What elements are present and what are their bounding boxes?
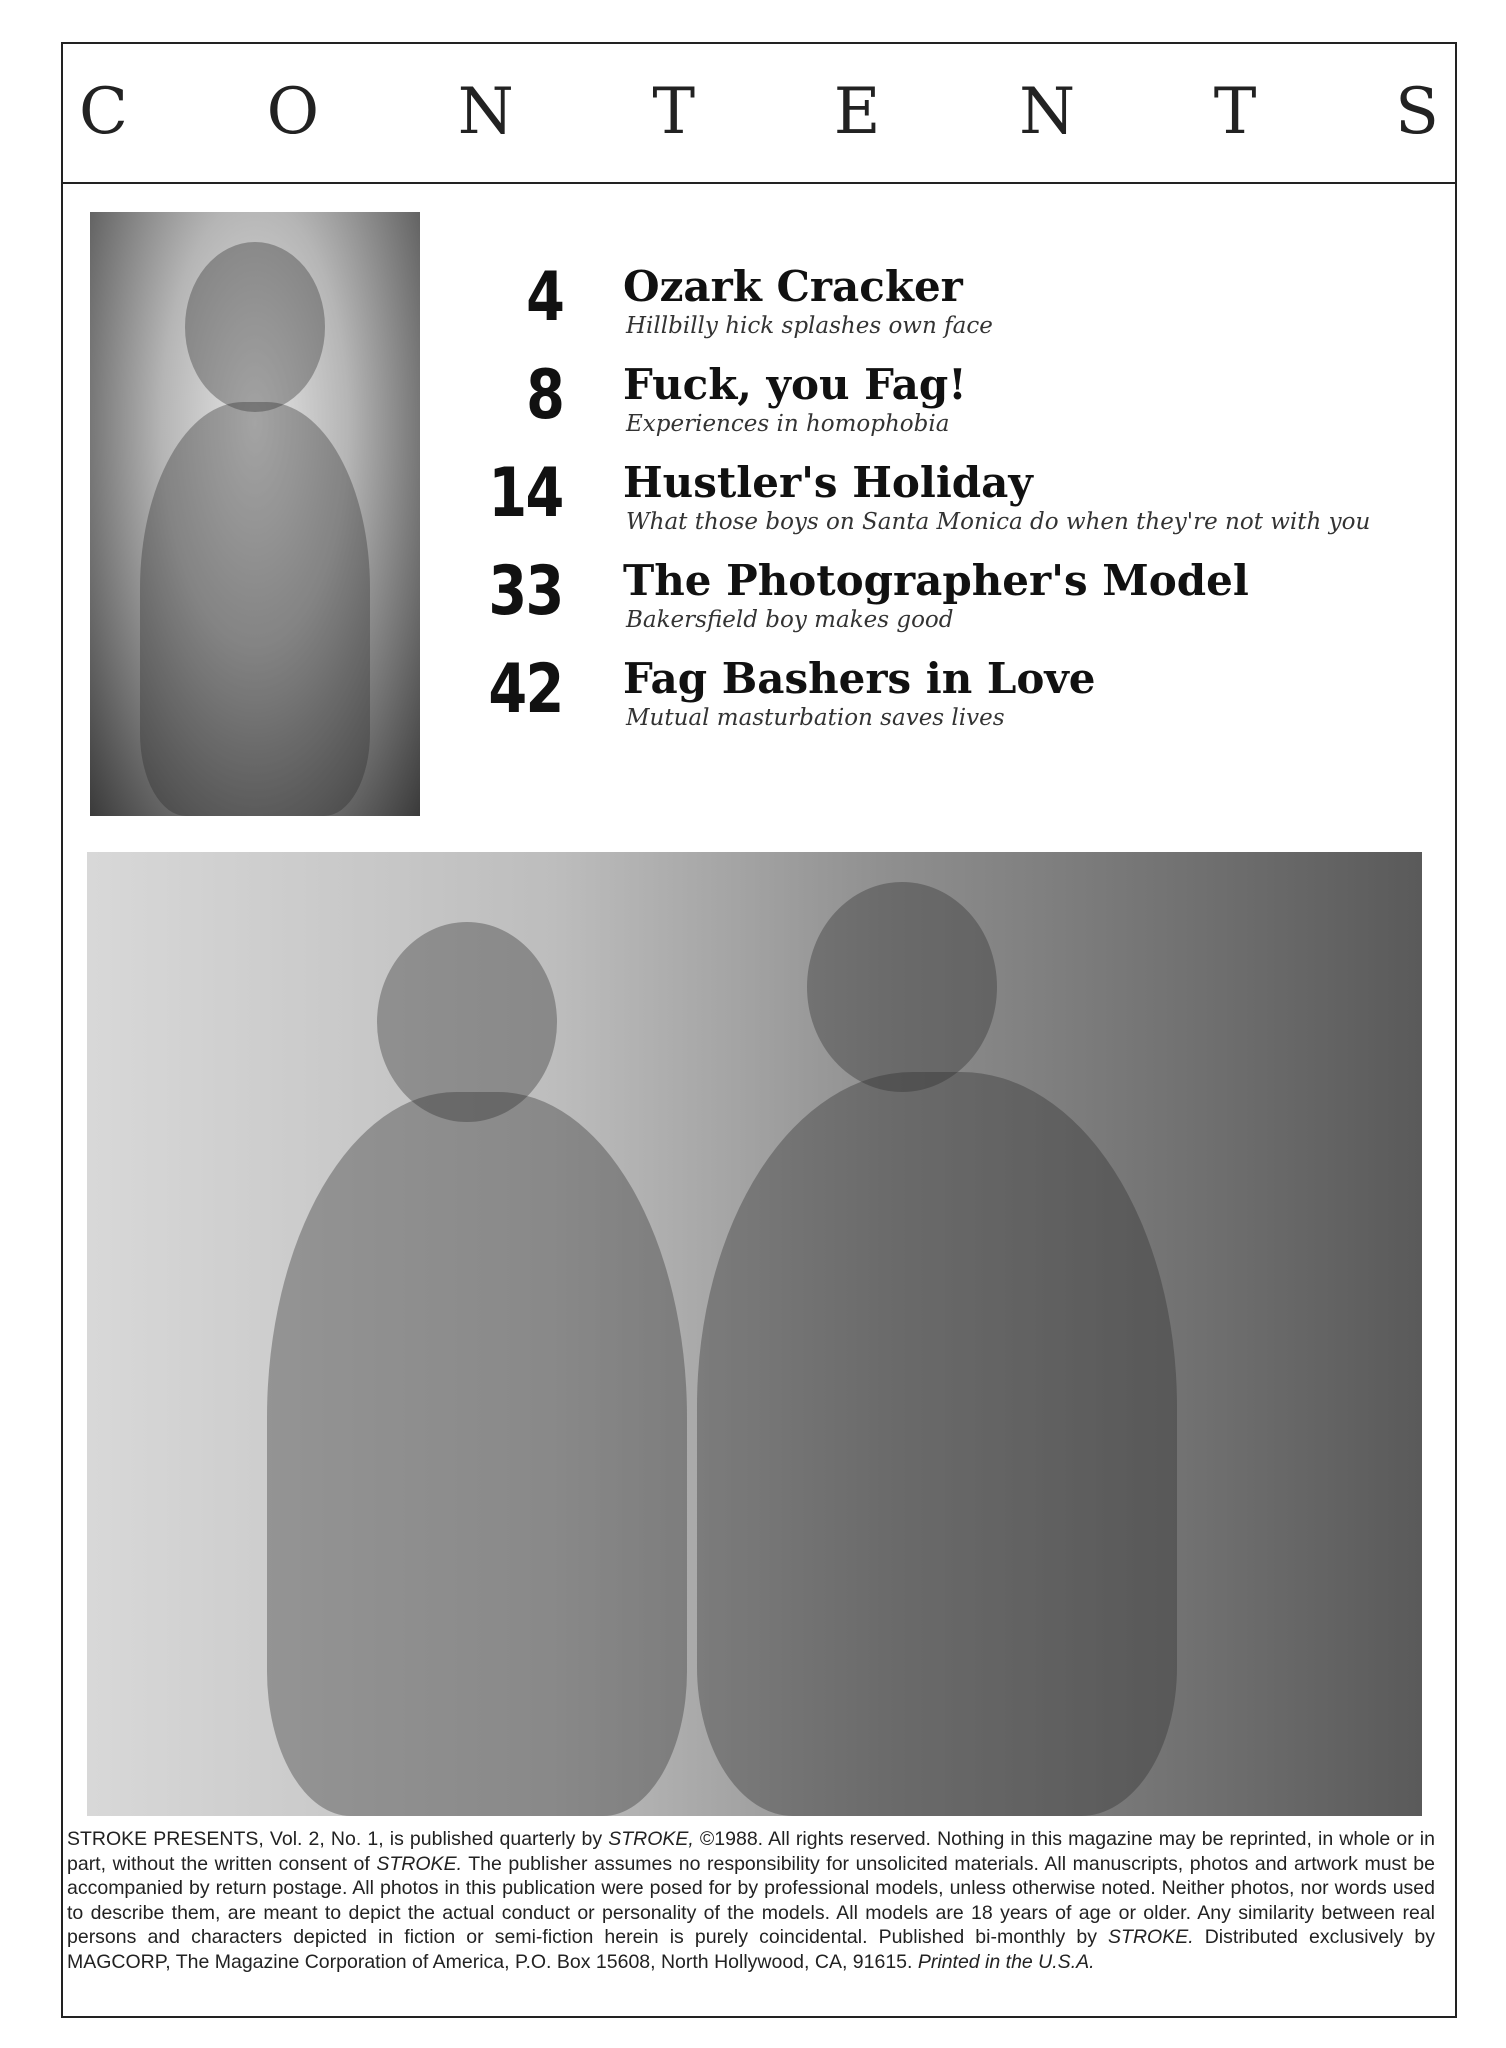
toc-subtitle: Mutual masturbation saves lives (626, 705, 1005, 731)
table-of-contents (440, 258, 1440, 748)
legal-printed: Printed in the U.S.A. (917, 1950, 1095, 1973)
legal-text: The publisher assumes no responsibility for unsolicited materials. All manuscripts, photos and artwork must be accompanied by return postage. All photos in this publication were posed for by professional models, unless otherwise noted. Neither photos, nor words used to describe them, are meant to depict the actual conduct or personality of the models. All models are 18 years of age or older. Any similarity between real persons and characters depicted in fiction or semi-fiction herein is purely coincidental. Published bi-monthly by (67, 1852, 1435, 1948)
publication-notice (67, 1827, 1435, 1974)
toc-subtitle: Bakersfield boy makes good (626, 607, 954, 633)
toc-entry[interactable] (440, 258, 1440, 356)
toc-page-number: 33 (488, 552, 563, 631)
toc-page-number: 8 (525, 356, 563, 435)
header-letter: T (1213, 75, 1257, 149)
photo-figure-head (185, 242, 325, 412)
toc-page-number: 4 (525, 258, 563, 337)
header-letter: S (1395, 75, 1439, 149)
toc-page-number: 14 (488, 454, 563, 533)
contents-header (61, 42, 1457, 184)
toc-subtitle: Hillbilly hick splashes own face (626, 313, 993, 339)
header-letter: E (833, 75, 881, 149)
toc-subtitle: Experiences in homophobia (626, 411, 950, 437)
toc-entry[interactable] (440, 454, 1440, 552)
header-letter: O (266, 75, 320, 149)
legal-text: ©1988. All rights reserved. Nothing in this magazine may be reprinted, in whole or in part, without the written consent of (67, 1828, 1435, 1875)
photo-figure-head-right (807, 882, 997, 1092)
feature-photo (87, 852, 1422, 1816)
header-letter: N (1019, 75, 1076, 149)
portrait-photo (90, 212, 420, 816)
header-letter: T (652, 75, 696, 149)
legal-text: STROKE PRESENTS, Vol. 2, No. 1, is published quarterly by (67, 1828, 609, 1850)
toc-title: Hustler's Holiday (623, 458, 1033, 507)
toc-page-number: 42 (488, 650, 563, 729)
toc-title: The Photographer's Model (623, 556, 1249, 605)
toc-subtitle: What those boys on Santa Monica do when they're not with you (626, 509, 1371, 535)
legal-text: Distributed exclusively by MAGCORP, The Magazine Corporation of America, P.O. Box 15608, North Hollywood, CA, 91615. (67, 1926, 1435, 1973)
legal-brand: STROKE, (608, 1828, 694, 1850)
toc-title: Fuck, you Fag! (623, 360, 967, 409)
legal-brand: STROKE. (376, 1852, 462, 1875)
toc-entry[interactable] (440, 650, 1440, 748)
photo-figure-body-left (267, 1092, 687, 1816)
toc-title: Fag Bashers in Love (623, 654, 1096, 703)
toc-entry[interactable] (440, 356, 1440, 454)
photo-figure-body-right (697, 1072, 1177, 1816)
toc-title: Ozark Cracker (623, 262, 963, 311)
toc-entry[interactable] (440, 552, 1440, 650)
header-letter: C (79, 75, 128, 149)
legal-brand: STROKE. (1108, 1926, 1194, 1948)
header-letter: N (457, 75, 514, 149)
photo-figure-body (140, 402, 370, 816)
